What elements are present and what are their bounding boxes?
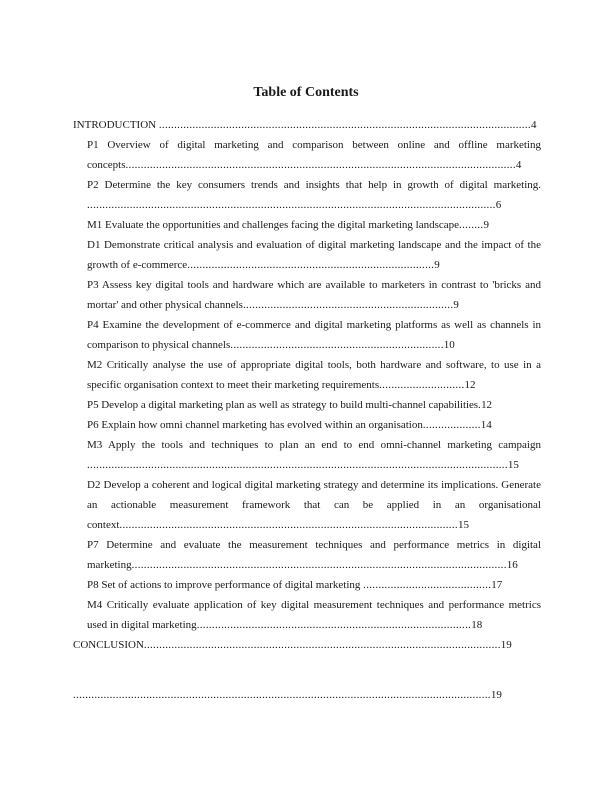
entry-text: P4 Examine the development of e-commerce and digital marketing platforms as well as channels in comparison to physical channels bbox=[87, 319, 541, 351]
toc-entry-m2[interactable] bbox=[87, 355, 541, 395]
dot-leader: ...................................................................................................................................... bbox=[87, 199, 496, 211]
entry-text: P5 Develop a digital marketing plan as well as strategy to build multi-channel capabilities bbox=[87, 399, 479, 411]
entry-page: 9 bbox=[453, 299, 459, 311]
toc-entry-p7[interactable] bbox=[87, 535, 541, 575]
toc-entry-untitled[interactable] bbox=[73, 685, 541, 705]
dot-leader: ........................................................................................................................... bbox=[131, 559, 507, 571]
dot-leader: .......................................................................................................................................... bbox=[87, 459, 508, 471]
entry-page: 15 bbox=[457, 519, 469, 531]
entry-page: 17 bbox=[491, 579, 503, 591]
entry-text: M1 Evaluate the opportunities and challenges facing the digital marketing landscape bbox=[87, 219, 460, 231]
toc-entry-conclusion[interactable] bbox=[73, 635, 541, 655]
dot-leader: ...................................................................... bbox=[230, 339, 444, 351]
entry-text: D2 Develop a coherent and logical digital marketing strategy and determine its implications. Generate an actionable measurement framework that can be applied in an organisational context bbox=[87, 479, 541, 531]
toc-entry-p4[interactable] bbox=[87, 315, 541, 355]
entry-page: 18 bbox=[471, 619, 483, 631]
entry-text: P3 Assess key digital tools and hardware which are available to marketers in contrast to 'bricks and mortar' and other physical channels bbox=[87, 279, 541, 311]
entry-page: 9 bbox=[483, 219, 489, 231]
toc-entry-d2[interactable] bbox=[87, 475, 541, 535]
toc-entry-m3[interactable] bbox=[87, 435, 541, 475]
page-title: Table of Contents bbox=[253, 85, 359, 100]
toc-entry-p8[interactable] bbox=[87, 575, 541, 595]
entry-page: 4 bbox=[530, 119, 537, 131]
entry-text: M2 Critically analyse the use of appropriate digital tools, both hardware and software, to use in a specific organisation context to meet their marketing requirements bbox=[87, 359, 541, 391]
entry-page: 19 bbox=[500, 639, 512, 651]
dot-leader: ............................ bbox=[379, 379, 465, 391]
toc-entry-introduction[interactable] bbox=[73, 115, 541, 135]
entry-text: M4 Critically evaluate application of key digital measurement techniques and performance metrics used in digital marketing bbox=[87, 599, 541, 631]
dot-leader: ................... bbox=[422, 419, 481, 431]
entry-page: 9 bbox=[434, 259, 440, 271]
dot-leader: . bbox=[478, 399, 482, 411]
dot-leader: ..................................................................................................................... bbox=[143, 639, 501, 651]
entry-page: 15 bbox=[507, 459, 519, 471]
entry-text: P8 Set of actions to improve performance of digital marketing bbox=[87, 579, 364, 591]
toc-entry-p5[interactable] bbox=[87, 395, 541, 415]
dot-leader: ................................................................................. bbox=[187, 259, 435, 271]
dot-leader: .......................................................................................................................... bbox=[158, 119, 531, 131]
entry-text: P6 Explain how omni channel marketing has evolved within an organisation bbox=[87, 419, 423, 431]
toc-entry-p6[interactable] bbox=[87, 415, 541, 435]
toc-entry-p2[interactable] bbox=[87, 175, 541, 215]
dot-leader: .......................................................................................... bbox=[196, 619, 472, 631]
entry-text: M3 Apply the tools and techniques to plan an end to end omni-channel marketing campaign bbox=[87, 439, 541, 451]
dot-leader: .......................................... bbox=[363, 579, 492, 591]
entry-text: D1 Demonstrate critical analysis and evaluation of digital marketing landscape and the impact of the growth of e-commerce bbox=[87, 239, 541, 271]
entry-page: 16 bbox=[506, 559, 518, 571]
entry-page: 6 bbox=[495, 199, 502, 211]
toc-entry-p3[interactable] bbox=[87, 275, 541, 315]
entry-text: P7 Determine and evaluate the measurement techniques and performance metrics in digital marketing bbox=[87, 539, 541, 571]
entry-page: 4 bbox=[515, 159, 522, 171]
dot-leader: ..................................................................... bbox=[242, 299, 454, 311]
dot-leader: ................................................................................................................................ bbox=[125, 159, 516, 171]
toc-entry-m1[interactable] bbox=[87, 215, 541, 235]
dot-leader: ........ bbox=[459, 219, 484, 231]
toc-entry-m4[interactable] bbox=[87, 595, 541, 635]
entry-text: P1 Overview of digital marketing and comparison between online and offline marketing concepts bbox=[87, 139, 541, 171]
entry-page: 12 bbox=[481, 399, 493, 411]
entry-text: INTRODUCTION bbox=[73, 119, 157, 131]
entry-page: 12 bbox=[464, 379, 476, 391]
toc-entry-p1[interactable] bbox=[87, 135, 541, 175]
dot-leader: ......................................................................................................................................... bbox=[73, 689, 491, 701]
toc-entry-d1[interactable] bbox=[87, 235, 541, 275]
entry-page: 10 bbox=[443, 339, 455, 351]
entry-page: 14 bbox=[480, 419, 492, 431]
dot-leader: ............................................................................................................... bbox=[119, 519, 458, 531]
entry-text: P2 Determine the key consumers trends and insights that help in growth of digital marketing. bbox=[87, 179, 541, 191]
entry-text: CONCLUSION bbox=[73, 639, 144, 651]
entry-page: 19 bbox=[490, 689, 502, 701]
